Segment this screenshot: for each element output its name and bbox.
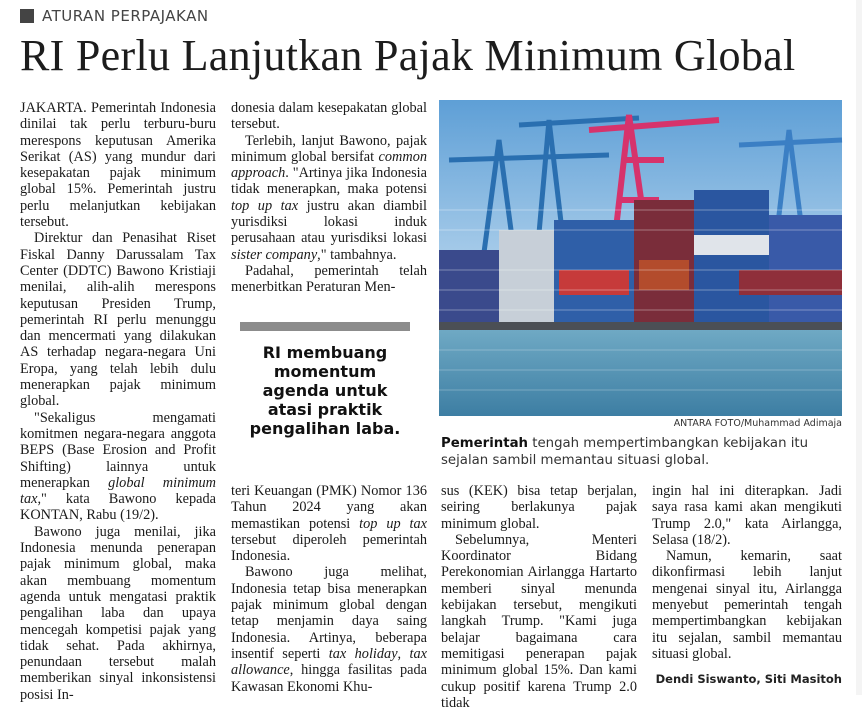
pull-quote-text: RI membuang momentum agenda untuk atasi praktik pengalihan laba. (249, 343, 401, 438)
paragraph: Terlebih, lanjut Bawono, pajak minimum global bersifat common approach. "Artinya jika Indonesia tidak menerapkan, maka potensi top up tax justru akan diambil yurisdiksi lokasi induk perusahaan atau yurisdiksi lokasi sister company," tambahnya. (231, 132, 427, 263)
paragraph: teri Keuangan (PMK) Nomor 136 Tahun 2024 yang akan memastikan potensi top up tax tersebut diperoleh pemerintah Indonesia. (231, 483, 427, 565)
photo-credit: ANTARA FOTO/Muhammad Adimaja (673, 418, 842, 429)
article-column-2-top (231, 100, 427, 307)
port-photo (439, 100, 842, 416)
article-column-3 (441, 483, 637, 711)
section-kicker (20, 6, 209, 26)
paragraph: Direktur dan Penasihat Riset Fiskal Danny Darussalam Tax Center (DDTC) Bawono Kristiaji menilai, alih-alih merespons keputusan Presiden Trump, pemerintah RI perlu menunggu dan mencermati yang dilakukan AS terhadap negara-negara Uni Eropa, yang telah lebih dulu menerapkan pajak minimum global. (20, 230, 216, 410)
byline: Dendi Siswanto, Siti Masitoh (655, 672, 842, 686)
paragraph: Sebelumnya, Menteri Koordinator Bidang Perekonomian Airlangga Hartarto memberi sinyal menunda kebijakan tersebut, mengikuti langkah Trump. "Kami juga belajar bagaimana cara memitigasi penerapan pajak minimum global 15%. Dan kami cukup positif karena Trump 2.0 tidak (441, 531, 637, 711)
paragraph: Bawono juga menilai, jika Indonesia menunda penerapan pajak minimum global, maka akan membuang momentum agenda untuk mengatasi praktik pengalihan laba dan upaya mencegah kompetisi pajak yang tidak sehat. Pada akhirnya, penundaan tersebut malah memberikan sinyal inkonsistensi posisi In- (20, 523, 216, 703)
paragraph: sus (KEK) bisa tetap berjalan, seiring berlakunya pajak minimum global. (441, 483, 637, 532)
photo-caption: Pemerintah tengah mempertimbangkan kebijakan itu sejalan sambil memantau situasi global. (441, 436, 809, 468)
paragraph: "Sekaligus mengamati komitmen negara-negara anggota BEPS (Base Erosion and Profit Shifting) lainnya untuk menerapkan global minimum tax," kata Bawono kepada KONTAN, Rabu (19/2). (20, 409, 217, 524)
article-column-2-bottom (231, 483, 427, 695)
paragraph: Namun, kemarin, saat dikonfirmasi lebih lanjut mengenai sinyal itu, Airlangga menyebut pemerintah tengah mempertimbangkan kebijakan itu sejalan, sambil memantau situasi global. (652, 548, 842, 662)
paragraph: Padahal, pemerintah telah menerbitkan Peraturan Men- (231, 262, 427, 296)
container-port-illustration (439, 100, 842, 416)
kicker-square-icon (20, 9, 34, 23)
pull-quote-bar (240, 322, 410, 331)
kicker-label: ATURAN PERPAJAKAN (42, 7, 209, 25)
headline: RI Perlu Lanjutkan Pajak Minimum Global (20, 31, 796, 80)
paragraph: Bawono juga melihat, Indonesia tetap bisa menerapkan pajak minimum global dengan tetap menjamin daya saing Indonesia. Artinya, beberapa insentif seperti tax holiday, tax allowance, hingga fasilitas pada Kawasan Ekonomi Khu- (231, 564, 427, 695)
article-column-1 (20, 100, 217, 703)
paragraph: donesia dalam kesepakatan global tersebut. (231, 100, 427, 133)
pull-quote (240, 322, 410, 438)
paragraph: ingin hal ini diterapkan. Jadi saya rasa kami akan mengikuti Trump 2.0," kata Airlangga, Selasa (18/2). (652, 483, 842, 548)
paragraph: JAKARTA. Pemerintah Indonesia dinilai tak perlu terburu-buru merespons keputusan Amerika Serikat (AS) yang mundur dari kesepakatan pajak minimum global 15%. Pemerintah justru perlu melanjutkan kebijakan tersebut. (20, 100, 216, 231)
article-column-4 (652, 483, 842, 663)
page-edge (856, 0, 862, 695)
